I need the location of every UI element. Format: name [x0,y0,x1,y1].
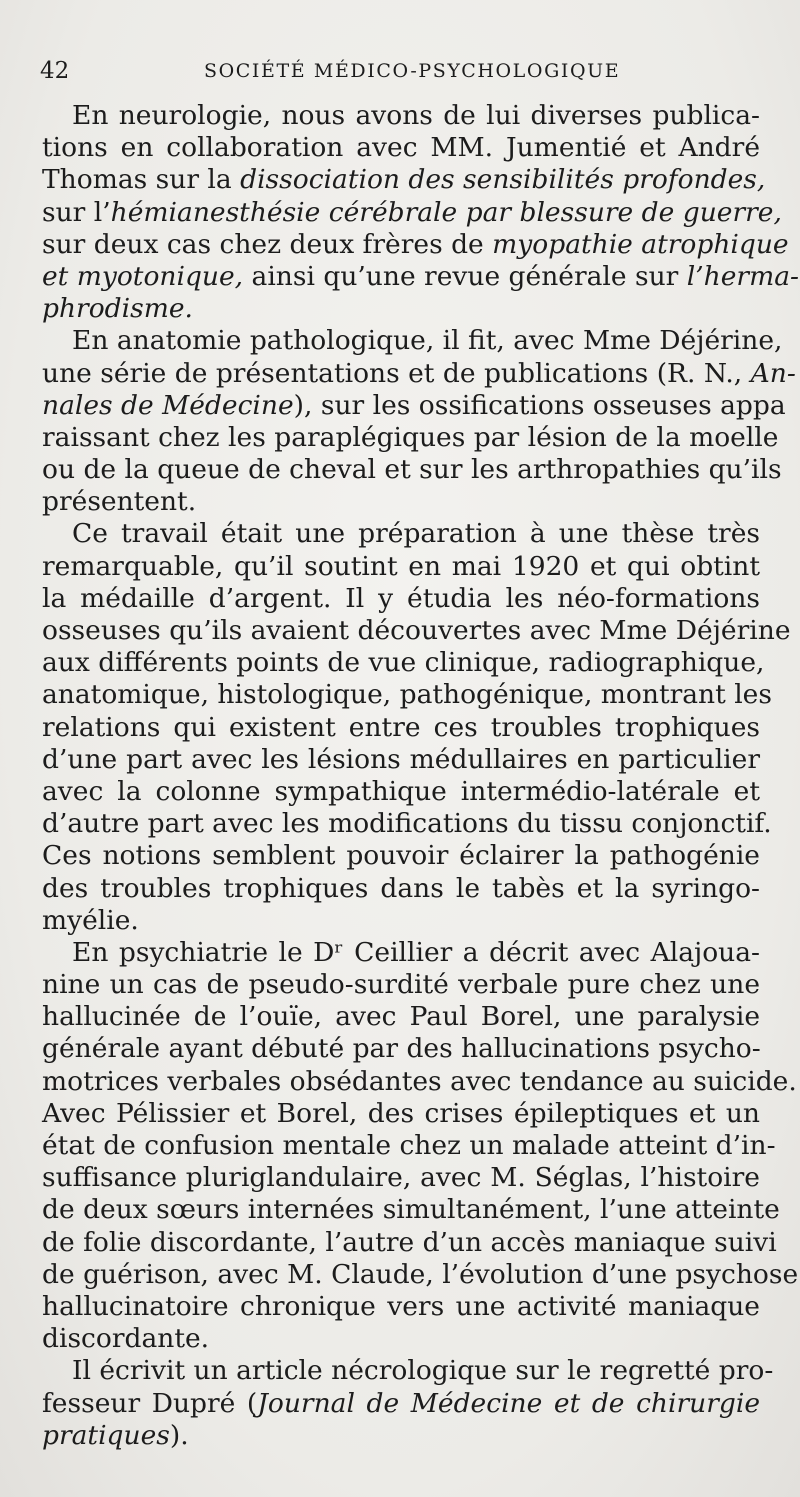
text-line: hallucinatoire chronique vers une activité maniaque [42,1290,760,1322]
text-line: raissant chez les paraplégiques par lésion de la moelle [42,421,779,453]
text-line: Ce travail était une préparation à une thèse très [72,518,760,550]
text-line: nine un cas de pseudo-surdité verbale pure chez une [42,969,760,1001]
text-line: Ces notions semblent pouvoir éclairer la pathogénie [42,840,760,872]
text-line: tions en collaboration avec MM. Jumentié et André [42,132,760,164]
text-line: En psychiatrie le Dʳ Ceillier a décrit avec Alajoua- [72,936,760,968]
body-text [42,100,799,1452]
text-line: osseuses qu’ils avaient découvertes avec Mme Déjérine [42,615,791,646]
text-line: hallucinée de l’ouïe, avec Paul Borel, une paralysie [42,1001,760,1033]
page-header [36,58,766,88]
text-line: myélie. [42,904,139,936]
text-line: phrodisme. [42,293,193,325]
running-title: SOCIÉTÉ MÉDICO-PSYCHOLOGIQUE [204,60,621,82]
text-line: état de confusion mentale chez un malade atteint d’in- [42,1130,776,1161]
text-line: fesseur Dupré (Journal de Médecine et de chirurgie [42,1387,760,1419]
text-line: nales de Médecine), sur les ossifications osseuses appa [42,389,786,421]
text-line: discordante. [42,1323,210,1355]
text-line: d’une part avec les lésions médullaires en particulier [42,743,760,775]
text-line: sur deux cas chez deux frères de myopathie atrophique [42,228,789,260]
text-line: ou de la queue de cheval et sur les arthropathies qu’ils [42,454,782,486]
text-line: suffisance pluriglandulaire, avec M. Séglas, l’histoire [42,1162,760,1194]
text-line: anatomique, histologique, pathogénique, montrant les [42,679,772,711]
text-line: Avec Pélissier et Borel, des crises épileptiques et un [42,1097,760,1129]
text-line: une série de présentations et de publications (R. N., An- [42,357,796,389]
text-line: générale ayant débuté par des hallucinations psycho- [42,1033,761,1065]
text-line: et myotonique, ainsi qu’une revue générale sur l’herma- [42,260,799,292]
text-line: la médaille d’argent. Il y étudia les néo-formations [42,582,760,614]
text-line: Il écrivit un article nécrologique sur le regretté pro- [72,1355,774,1387]
text-line: motrices verbales obsédantes avec tendance au suicide. [42,1065,797,1097]
text-line: présentent. [42,486,197,518]
page-number: 42 [40,58,70,84]
text-line: de guérison, avec M. Claude, l’évolution d’une psychose [42,1258,799,1290]
text-line: avec la colonne sympathique intermédio-latérale et [42,775,760,807]
text-line: Thomas sur la dissociation des sensibilités profondes, [42,164,766,196]
text-line: sur l’hémianesthésie cérébrale par blessure de guerre, [42,196,782,228]
text-line: relations qui existent entre ces troubles trophiques [42,711,760,743]
text-line: de deux sœurs internées simultanément, l’une atteinte [42,1194,780,1226]
text-line: En anatomie pathologique, il fit, avec Mme Déjérine, [72,325,783,357]
text-line: aux différents points de vue clinique, radiographique, [42,647,765,679]
text-line: des troubles trophiques dans le tabès et la syringo- [42,872,760,904]
text-line: pratiques). [42,1419,189,1451]
text-line: En neurologie, nous avons de lui diverses publica- [72,100,760,131]
text-line: de folie discordante, l’autre d’un accès maniaque suivi [42,1226,777,1258]
text-line: d’autre part avec les modifications du tissu conjonctif. [42,808,772,840]
text-line: remarquable, qu’il soutint en mai 1920 et qui obtint [42,550,760,582]
